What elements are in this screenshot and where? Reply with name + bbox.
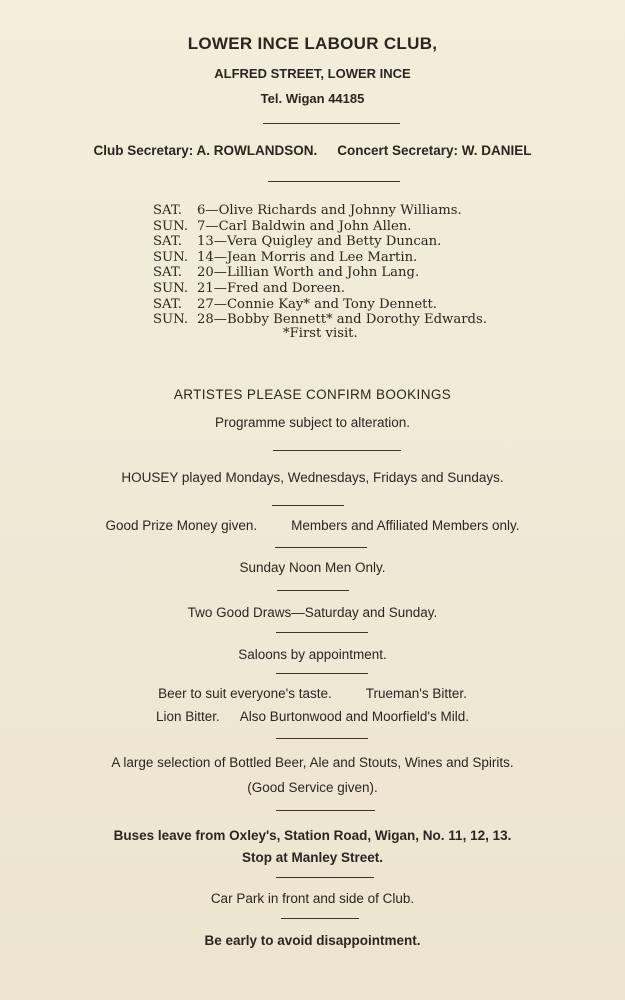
- bottled-notice: A large selection of Bottled Beer, Ale and Stouts, Wines and Spirits.: [111, 755, 514, 770]
- divider: [275, 547, 367, 548]
- service-notice: (Good Service given).: [247, 780, 378, 795]
- car-park-notice: Car Park in front and side of Club.: [210, 891, 415, 906]
- first-visit-note: *First visit.: [283, 326, 358, 341]
- beer-line-2: [0, 709, 625, 724]
- beer-taste-notice: Beer to suit everyone's taste.: [158, 686, 332, 701]
- members-notice: Members and Affiliated Members only.: [291, 518, 520, 533]
- schedule-row: SAT. 13—Vera Quigley and Betty Duncan.: [153, 234, 442, 250]
- trueman-notice: Trueman's Bitter.: [365, 686, 467, 701]
- divider: [277, 590, 349, 591]
- divider: [281, 918, 359, 919]
- divider: [263, 123, 400, 124]
- secretaries-line: [0, 143, 625, 158]
- schedule-row: SAT. 20—Lillian Worth and John Lang.: [153, 265, 420, 281]
- concert-secretary: Concert Secretary: W. DANIEL: [337, 143, 532, 158]
- saloons-notice: Saloons by appointment.: [238, 647, 387, 662]
- schedule-row: SUN. 7—Carl Baldwin and John Allen.: [153, 218, 412, 234]
- divider: [273, 450, 401, 451]
- prize-members-line: [0, 518, 625, 533]
- stop-notice: Stop at Manley Street.: [241, 850, 384, 865]
- schedule-row: SAT. 6—Olive Richards and Johnny Williams.: [153, 203, 462, 218]
- draws-notice: Two Good Draws—Saturday and Sunday.: [187, 605, 438, 620]
- divider: [276, 810, 375, 811]
- schedule-row: SUN. 14—Jean Morris and Lee Martin.: [153, 249, 418, 265]
- divider: [276, 738, 368, 739]
- club-telephone: Tel. Wigan 44185: [260, 91, 365, 106]
- artiste-schedule: [153, 203, 573, 328]
- club-name: LOWER INCE LABOUR CLUB,: [187, 34, 438, 53]
- alteration-notice: Programme subject to alteration.: [214, 415, 411, 430]
- early-notice: Be early to avoid disappointment.: [204, 933, 421, 948]
- divider: [276, 632, 368, 633]
- prize-money-notice: Good Prize Money given.: [105, 518, 258, 533]
- housey-notice: HOUSEY played Mondays, Wednesdays, Fridays and Sundays.: [121, 470, 504, 485]
- lion-notice: Lion Bitter.: [156, 709, 220, 724]
- buses-notice: Buses leave from Oxley's, Station Road, Wigan, No. 11, 12, 13.: [113, 828, 512, 843]
- schedule-row: SUN. 28—Bobby Bennett* and Dorothy Edwards.: [153, 312, 487, 328]
- beer-line-1: [0, 686, 625, 701]
- divider: [276, 673, 368, 674]
- club-address: ALFRED STREET, LOWER INCE: [214, 66, 411, 81]
- club-secretary: Club Secretary: A. ROWLANDSON.: [93, 143, 318, 158]
- confirm-bookings-notice: ARTISTES PLEASE CONFIRM BOOKINGS: [173, 387, 452, 402]
- schedule-row: SUN. 21—Fred and Doreen.: [153, 280, 345, 296]
- schedule-row: SAT. 27—Connie Kay* and Tony Dennett.: [153, 296, 437, 312]
- sunday-noon-notice: Sunday Noon Men Only.: [239, 560, 386, 575]
- divider: [272, 505, 344, 506]
- burtonwood-notice: Also Burtonwood and Moorfield's Mild.: [239, 709, 469, 724]
- divider: [276, 877, 374, 878]
- divider: [268, 181, 400, 182]
